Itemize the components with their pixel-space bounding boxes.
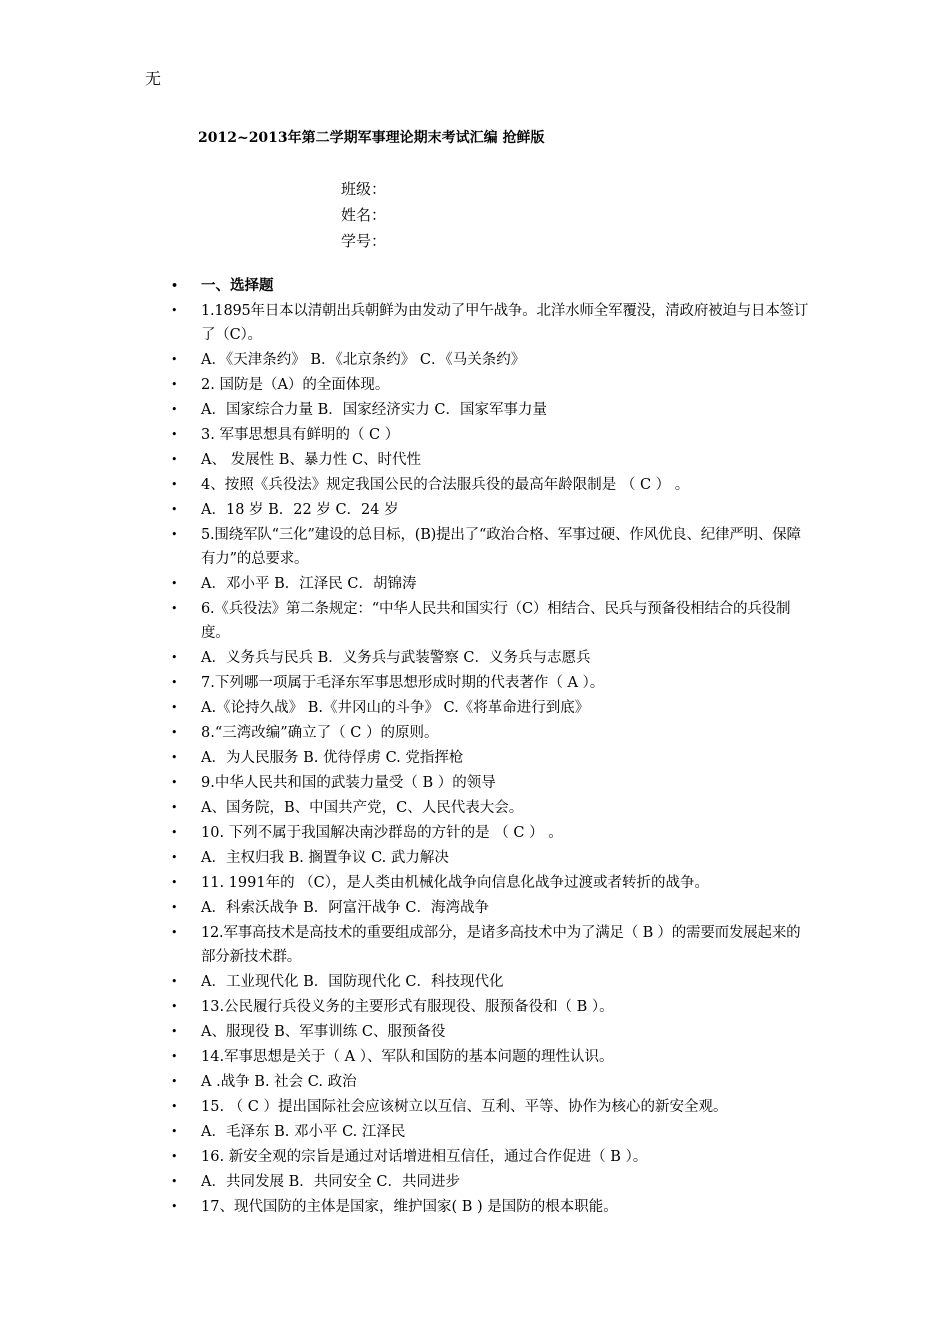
bullet-icon: • — [171, 528, 178, 541]
list-item: • A、服现役 B、军事训练 C、服预备役 — [171, 1020, 811, 1044]
list-item: • A．国家综合力量 B．国家经济实力 C．国家军事力量 — [171, 398, 811, 422]
list-item: • 3. 军事思想具有鲜明的（ C ） — [171, 423, 811, 447]
list-item: • A .战争 B. 社会 C. 政治 — [171, 1070, 811, 1094]
bullet-icon: • — [171, 826, 178, 839]
bullet-icon: • — [171, 1175, 178, 1188]
list-item: • 一、选择题 — [171, 274, 811, 298]
list-item: • 5.围绕军队“三化”建设的总目标，(B)提出了“政治合格、军事过硬、作风优良、纪律严明、保障有力”的总要求。 — [171, 523, 811, 571]
bullet-icon: • — [171, 428, 178, 441]
student-info — [341, 176, 386, 254]
bullet-icon: • — [171, 901, 178, 914]
list-item: • A．主权归我 B. 搁置争议 C. 武力解决 — [171, 846, 811, 870]
bullet-icon: • — [171, 1000, 178, 1013]
bullet-icon: • — [171, 801, 178, 814]
bullet-icon: • — [171, 1150, 178, 1163]
bullet-icon: • — [171, 975, 178, 988]
bullet-icon: • — [171, 304, 178, 317]
bullet-icon: • — [171, 676, 178, 689]
bullet-icon: • — [171, 651, 178, 664]
info-field-name: 姓名： — [341, 206, 387, 224]
list-item: • 17、现代国防的主体是国家，维护国家( B ) 是国防的根本职能。 — [171, 1195, 811, 1219]
bullet-icon: • — [171, 701, 178, 714]
bullet-icon: • — [171, 1125, 178, 1138]
list-item: • 6.《兵役法》第二条规定：“中华人民共和国实行（C）相结合、民兵与预备役相结合的兵役制度。 — [171, 597, 811, 645]
list-item: • A．共同发展 B．共同安全 C．共同进步 — [171, 1170, 811, 1194]
list-item: • A．为人民服务 B. 优待俘虏 C. 党指挥枪 — [171, 746, 811, 770]
bullet-icon: • — [171, 851, 178, 864]
bullet-icon: • — [171, 926, 178, 939]
list-item: • 12.军事高技术是高技术的重要组成部分，是诸多高技术中为了满足（ B ）的需要而发展起来的部分新技术群。 — [171, 921, 811, 969]
list-item: • 16. 新安全观的宗旨是通过对话增进相互信任，通过合作促进（ B ）。 — [171, 1145, 811, 1169]
list-item: • 1.1895年日本以清朝出兵朝鲜为由发动了甲午战争。北洋水师全军覆没，清政府被迫与日本签订了（C）。 — [171, 299, 811, 347]
list-item: • A.《论持久战》 B.《井冈山的斗争》 C.《将革命进行到底》 — [171, 696, 811, 720]
list-item: • A．《天津条约》 B．《北京条约》 C．《马关条约》 — [171, 348, 811, 372]
info-field-id: 学号： — [341, 232, 387, 250]
list-item: • 8.“三湾改编”确立了（ C ）的原则。 — [171, 721, 811, 745]
list-item: • 15. （ C ）提出国际社会应该树立以互信、互利、平等、协作为核心的新安全观。 — [171, 1095, 811, 1119]
bullet-icon: • — [171, 726, 178, 739]
bullet-icon: • — [171, 478, 178, 491]
bullet-icon: • — [171, 1075, 178, 1088]
info-field-class: 班级： — [341, 180, 387, 198]
list-item: • A．毛泽东 B. 邓小平 C. 江泽民 — [171, 1120, 811, 1144]
list-item: • 9.中华人民共和国的武装力量受（ B ）的领导 — [171, 771, 811, 795]
list-item: • A．科索沃战争 B．阿富汗战争 C．海湾战争 — [171, 896, 811, 920]
list-item: • 11. 1991年的 （C），是人类由机械化战争向信息化战争过渡或者转折的战争。 — [171, 871, 811, 895]
bullet-icon: • — [171, 1025, 178, 1038]
bullet-icon: • — [171, 1050, 178, 1063]
bullet-icon: • — [171, 453, 178, 466]
bullet-icon: • — [171, 503, 178, 516]
list-item: • 14.军事思想是关于（ A ）、军队和国防的基本问题的理性认识。 — [171, 1045, 811, 1069]
list-item: • 13.公民履行兵役义务的主要形式有服现役、服预备役和（ B ）。 — [171, 995, 811, 1019]
list-item: • A．18 岁 B．22 岁 C．24 岁 — [171, 498, 811, 522]
bullet-icon: • — [171, 751, 178, 764]
list-item: • A．义务兵与民兵 B．义务兵与武装警察 C．义务兵与志愿兵 — [171, 646, 811, 670]
bullet-icon: • — [171, 876, 178, 889]
header-mark: 无 — [145, 69, 162, 88]
bullet-icon: • — [171, 378, 178, 391]
question-list — [171, 274, 811, 1220]
list-item: • A、 发展性 B、暴力性 C、时代性 — [171, 448, 811, 472]
bullet-icon: • — [171, 353, 178, 366]
bullet-icon: • — [171, 776, 178, 789]
page-title: 2012~2013年第二学期军事理论期末考试汇编 抢鲜版 — [198, 130, 545, 146]
list-item: • A．工业现代化 B．国防现代化 C．科技现代化 — [171, 970, 811, 994]
bullet-icon: • — [171, 403, 178, 416]
bullet-icon: • — [171, 577, 178, 590]
list-item: • A、国务院，B、中国共产党，C、人民代表大会。 — [171, 796, 811, 820]
list-item: • 7.下列哪一项属于毛泽东军事思想形成时期的代表著作（ A ）。 — [171, 671, 811, 695]
list-item: • 2. 国防是（A）的全面体现。 — [171, 373, 811, 397]
list-item: • A．邓小平 B．江泽民 C．胡锦涛 — [171, 572, 811, 596]
bullet-icon: • — [171, 279, 179, 292]
bullet-icon: • — [171, 1200, 178, 1213]
list-item: • 10. 下列不属于我国解决南沙群岛的方针的是 （ C ） 。 — [171, 821, 811, 845]
list-item: • 4、按照《兵役法》规定我国公民的合法服兵役的最高年龄限制是 （ C ） 。 — [171, 473, 811, 497]
bullet-icon: • — [171, 602, 178, 615]
bullet-icon: • — [171, 1100, 178, 1113]
